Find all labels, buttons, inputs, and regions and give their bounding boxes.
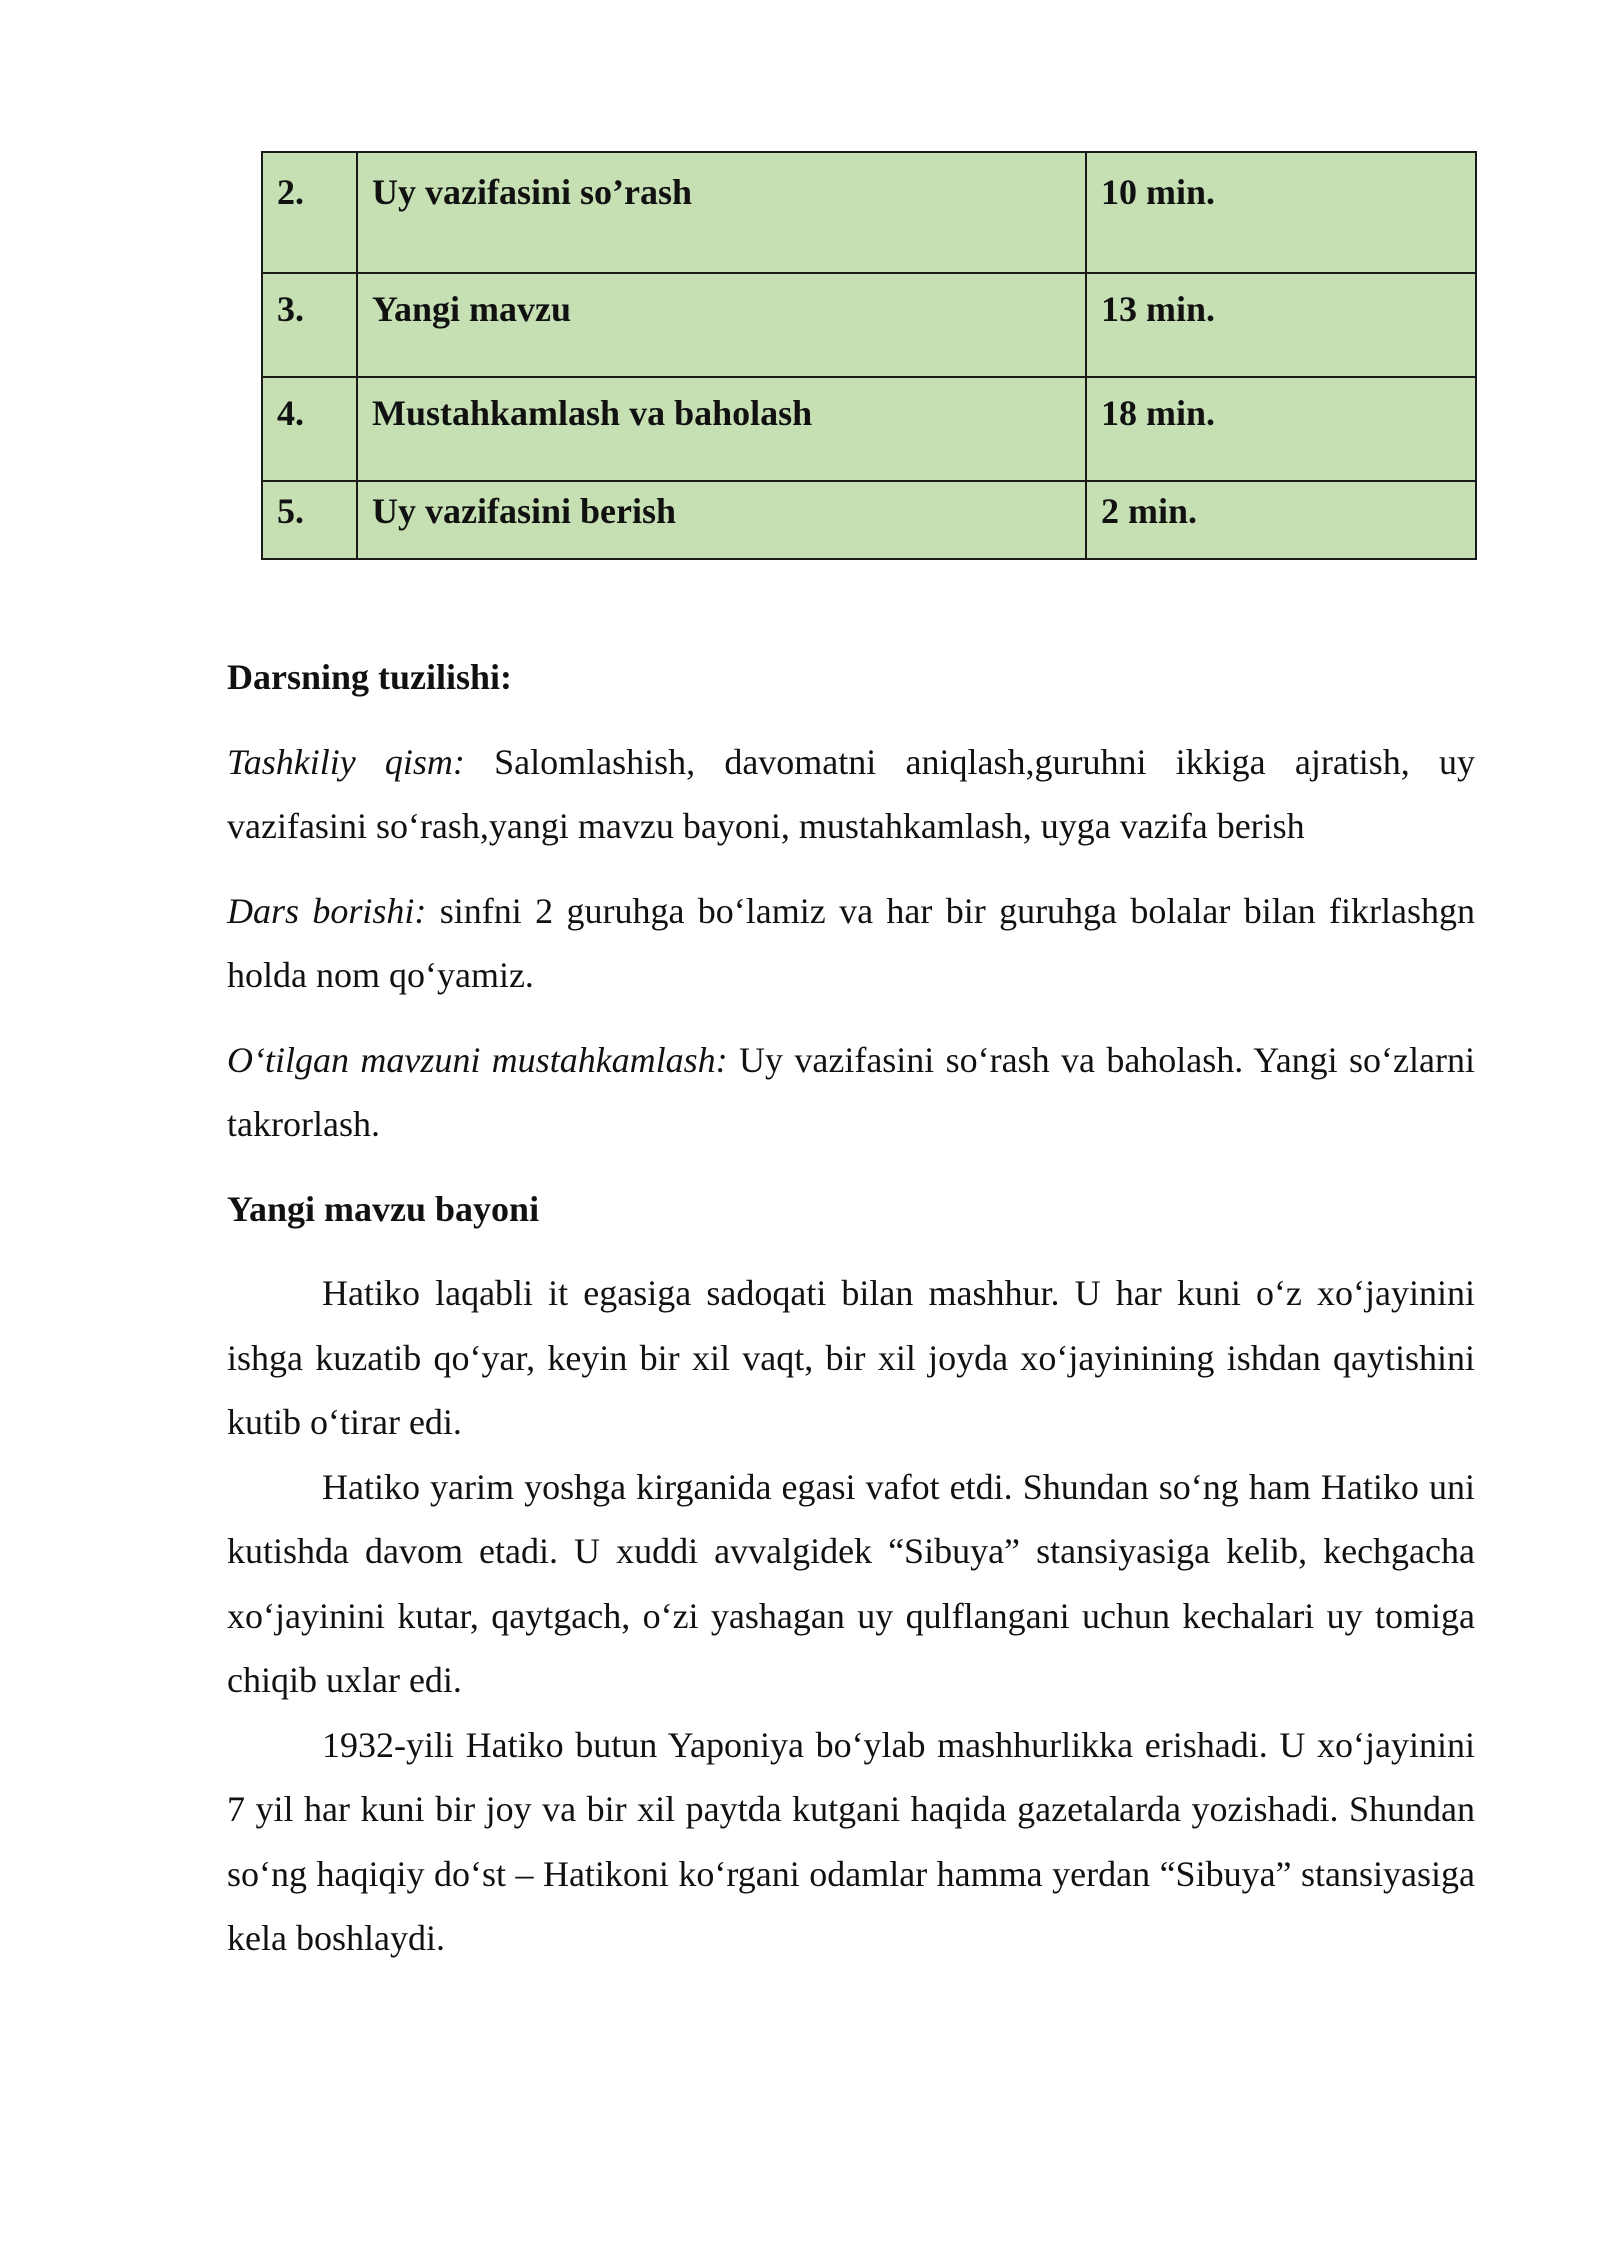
table-row [262,273,1476,377]
reinforcement-paragraph [227,1028,1475,1157]
table-row [262,481,1476,559]
row-number: 4. [262,377,357,481]
paragraph-lead: Tashkiliy qism: [227,741,465,782]
story-paragraph: Hatiko laqabli it egasiga sadoqati bilan mashhur. U har kuni o‘z xo‘jayinini ishga kuzatib qo‘yar, keyin bir xil vaqt, bir xil joyda xo‘jayinining ishdan qaytishini kutib o‘tirar edi. [227,1273,1475,1442]
paragraph-text: Uy vazifasini so‘rash va baholash. Yangi so‘zlarni takrorlash. [227,1039,1475,1144]
paragraph-text: sinfni 2 guruhga bo‘lamiz va har bir guruhga bolalar bilan fikrlashgn holda nom qo‘yamiz. [227,890,1475,995]
row-duration: 10 min. [1086,152,1476,273]
row-activity: Uy vazifasini so’rash [357,152,1086,273]
row-duration: 18 min. [1086,377,1476,481]
row-duration: 13 min. [1086,273,1476,377]
paragraph-lead: O‘tilgan mavzuni mustahkamlash: [227,1039,728,1080]
table-row [262,152,1476,273]
row-activity: Mustahkamlash va baholash [357,377,1086,481]
organizational-part-paragraph [227,730,1475,859]
row-duration: 2 min. [1086,481,1476,559]
story-text [227,1261,1475,1971]
lesson-plan-table [261,151,1477,560]
row-activity: Yangi mavzu [357,273,1086,377]
structure-heading: Darsning tuzilishi: [227,657,513,697]
story-paragraph: Hatiko yarim yoshga kirganida egasi vafot etdi. Shundan so‘ng ham Hatiko uni kutishda davom etadi. U xuddi avvalgidek “Sibuya” stansiyasiga kelib, kechgacha xo‘jayinini kutar, qaytgach, o‘zi yashagan uy qulflangani uchun kechalari uy tomiga chiqib uxlar edi. [227,1466,1475,1700]
lesson-course-paragraph [227,879,1475,1008]
paragraph-text: Salomlashish, davomatni aniqlash,guruhni ikkiga ajratish, uy vazifasini so‘rash,yangi mavzu bayoni, mustahkamlash, uyga vazifa berish [227,741,1476,846]
row-number: 2. [262,152,357,273]
row-number: 3. [262,273,357,377]
new-topic-heading: Yangi mavzu bayoni [227,1188,540,1229]
paragraph-lead: Dars borishi: [227,890,427,931]
story-paragraph: 1932-yili Hatiko butun Yaponiya bo‘ylab mashhurlikka erishadi. U xo‘jayinini 7 yil har kuni bir joy va bir xil paytda kutgani haqida gazetalarda yozishadi. Shundan so‘ng haqiqiy do‘st – Hatikoni ko‘rgani odamlar hamma yerdan “Sibuya” stansiyasiga kela boshlaydi. [227,1724,1475,1958]
row-activity: Uy vazifasini berish [357,481,1086,559]
document-body [227,645,1475,1971]
row-number: 5. [262,481,357,559]
table-row [262,377,1476,481]
